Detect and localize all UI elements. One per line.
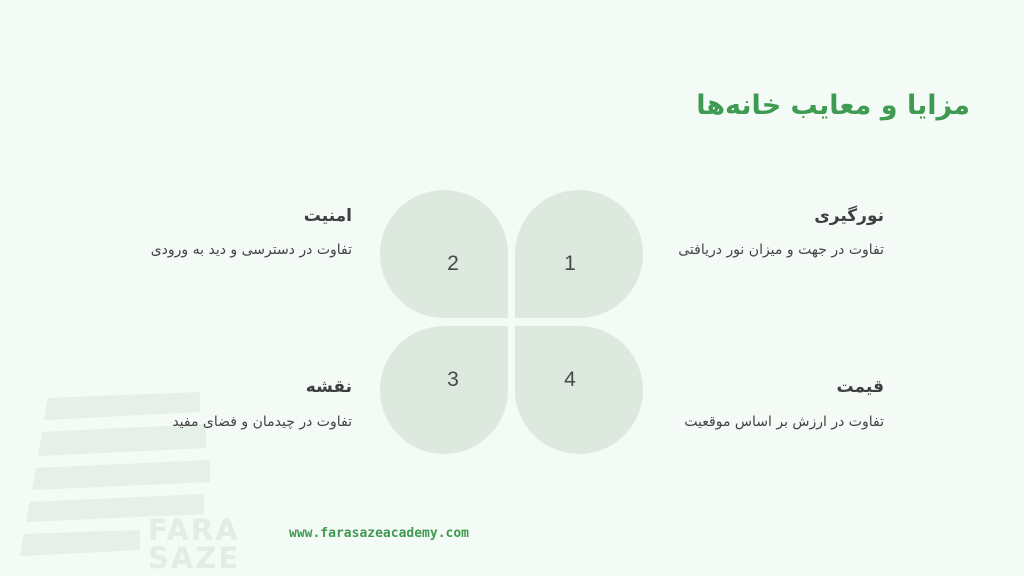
item-title-price: قیمت bbox=[836, 377, 884, 397]
logo-line-1: FARA bbox=[148, 513, 240, 547]
slide-title: مزایا و معایب خانه‌ها bbox=[696, 90, 970, 121]
petal-number-3: 3 bbox=[447, 368, 459, 391]
item-description-plan: تفاوت در چیدمان و فضای مفید bbox=[172, 414, 352, 430]
item-description-lighting: تفاوت در جهت و میزان نور دریافتی bbox=[678, 242, 884, 258]
item-title-plan: نقشه bbox=[305, 377, 352, 397]
website-url: www.farasazeacademy.com bbox=[289, 526, 470, 541]
logo-wordmark bbox=[148, 513, 241, 575]
item-title-lighting: نورگیری bbox=[814, 206, 884, 226]
petal-number-4: 4 bbox=[564, 368, 576, 391]
item-description-price: تفاوت در ارزش بر اساس موقعیت bbox=[684, 414, 884, 430]
logo-line-2: SAZE bbox=[148, 541, 241, 575]
item-description-security: تفاوت در دسترسی و دید به ورودی bbox=[150, 242, 352, 258]
petal-number-1: 1 bbox=[564, 252, 576, 275]
petal-number-2: 2 bbox=[447, 252, 459, 275]
item-title-security: امنیت bbox=[303, 206, 352, 226]
